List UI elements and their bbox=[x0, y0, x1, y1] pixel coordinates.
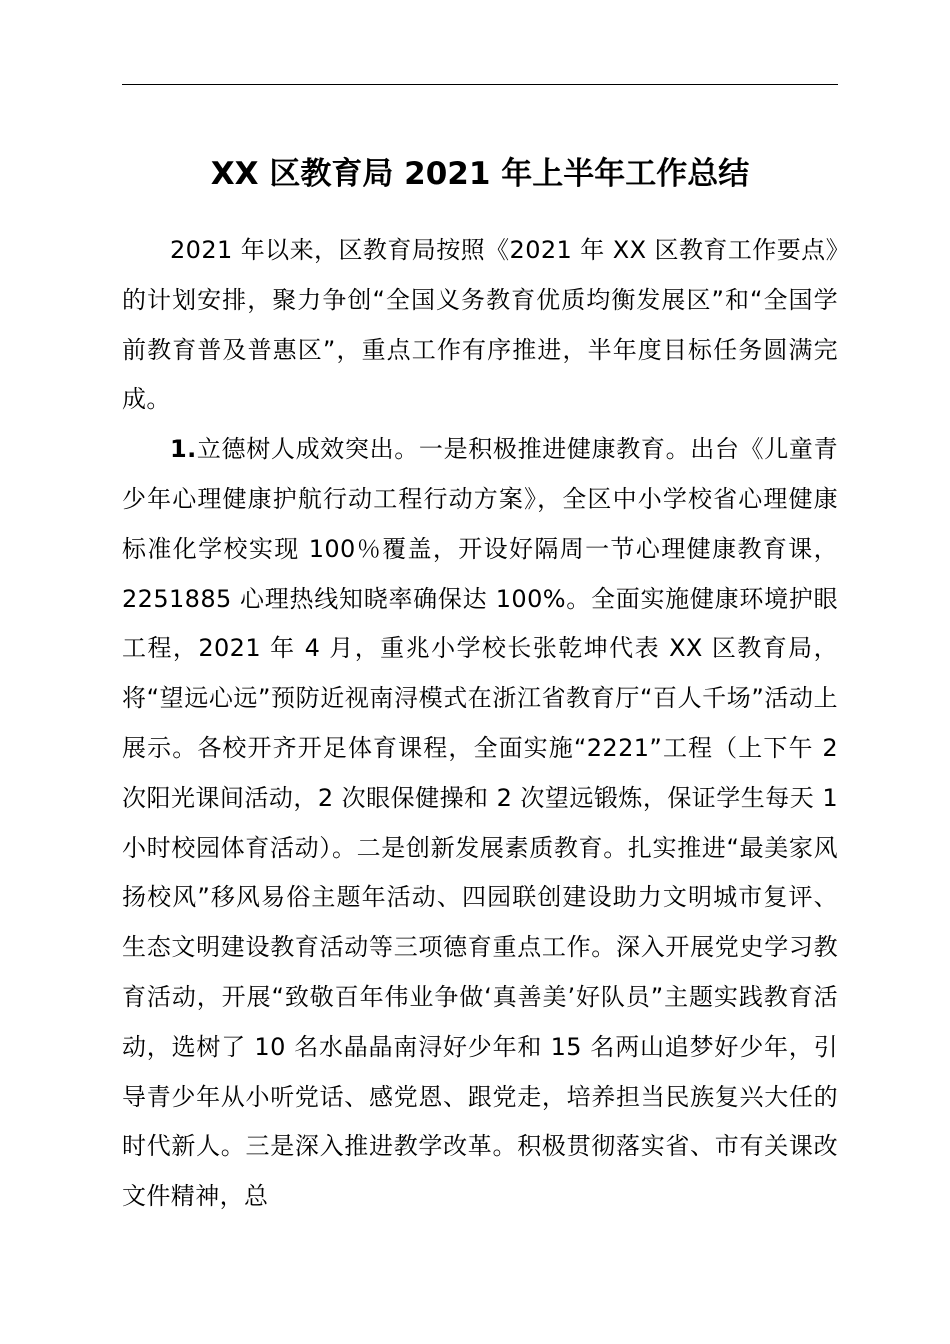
document-body bbox=[122, 226, 838, 1222]
header-rule bbox=[122, 84, 838, 85]
section-1-paragraph bbox=[122, 425, 838, 1222]
document-title: XX 区教育局 2021 年上半年工作总结 bbox=[210, 156, 750, 192]
section-1-number: 1. bbox=[170, 435, 197, 464]
section-1-text: 立德树人成效突出。一是积极推进健康教育。出台《儿童青少年心理健康护航行动工程行动方案》，全区中小学校省心理健康标准化学校实现 100％覆盖，开设好隔周一节心理健康教育课，2251885 心理热线知晓率确保达 100%。全面实施健康环境护眼工程，2021 年 4 月，重兆小学校长张乾坤代表 XX 区教育局，将“望远心远”预防近视南浔模式在浙江省教育厅“百人千场”活动上展示。各校开齐开足体育课程，全面实施“2221”工程（上下午 2 次阳光课间活动，2 次眼保健操和 2 次望远锻炼，保证学生每天 1 小时校园体育活动）。二是创新发展素质教育。扎实推进“最美家风扬校风”移风易俗主题年活动、四园联创建设助力文明城市复评、生态文明建设教育活动等三项德育重点工作。深入开展党史学习教育活动，开展“致敬百年伟业争做‘真善美’好队员”主题实践教育活动，选树了 10 名水晶晶南浔好少年和 15 名两山追梦好少年，引导青少年从小听党话、感党恩、跟党走，培养担当民族复兴大任的时代新人。三是深入推进教学改革。积极贯彻落实省、市有关课改文件精神，总 bbox=[122, 435, 839, 1211]
intro-paragraph-text: 2021 年以来，区教育局按照《2021 年 XX 区教育工作要点》的计划安排，聚力争创“全国义务教育优质均衡发展区”和“全国学前教育普及普惠区”，重点工作有序推进，半年度目标任务圆满完成。 bbox=[122, 236, 838, 414]
intro-paragraph bbox=[122, 226, 838, 425]
